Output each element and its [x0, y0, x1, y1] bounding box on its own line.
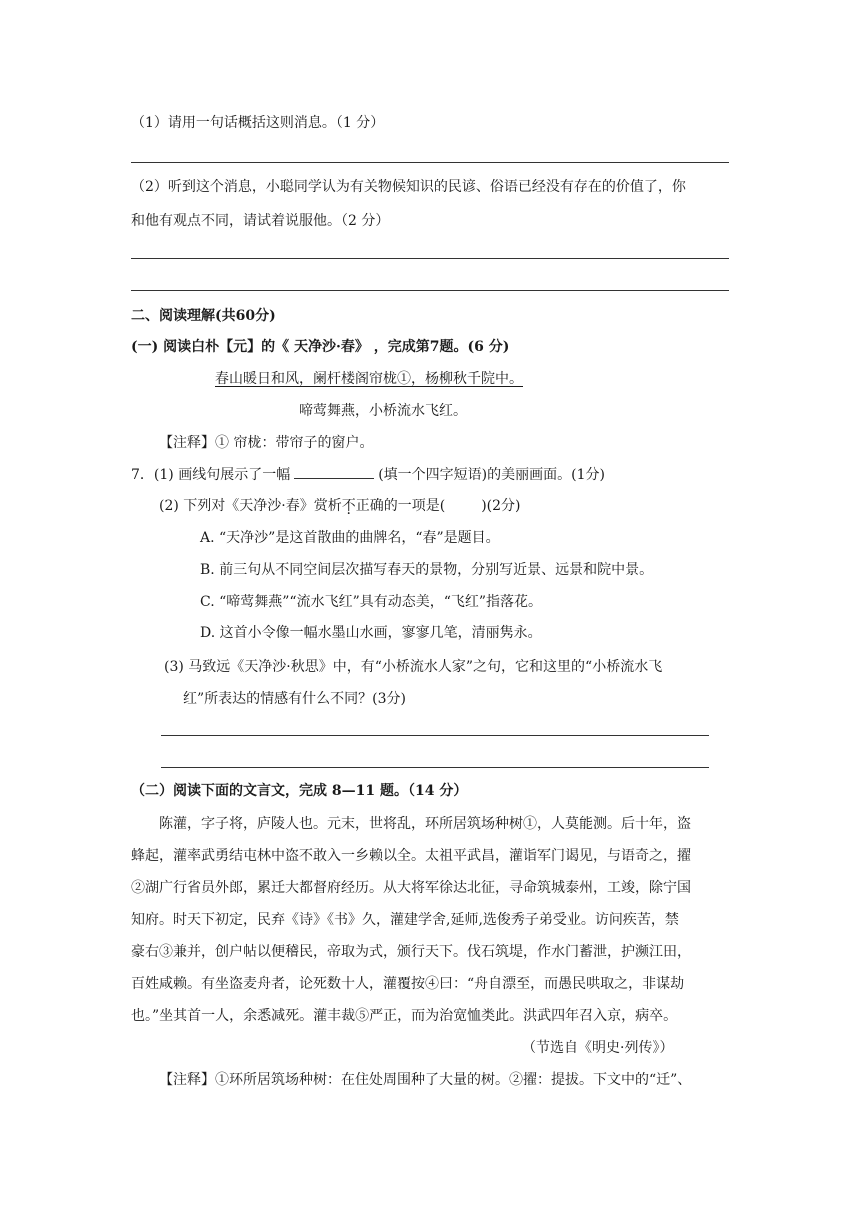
option-a: A. “天净沙”是这首散曲的曲牌名，“春”是题目。 — [200, 530, 500, 546]
passage-line: 豪右③兼并，创户帖以便稽民，帝取为式，颁行天下。伐石筑堤，作水门蓄泄，护濒江田， — [131, 944, 691, 960]
passage-note: 【注释】①环所居筑场种树：在住处周围种了大量的树。②擢：提拔。下文中的“迁”、 — [159, 1072, 692, 1088]
q-part1: （1）请用一句话概括这则消息。（1 分） — [131, 115, 385, 131]
sub2-title: （二）阅读下面的文言文，完成 8—11 题。（14 分） — [131, 783, 468, 799]
passage-line: 陈灌，字子将，庐陵人也。元末，世将乱，环所居筑场种树①，人莫能测。后十年，盗 — [159, 816, 691, 832]
q7-2-a: (2) 下列对《天净沙·春》赏析 — [159, 498, 342, 514]
q7-3-line1: (3) 马致远《天净沙·秋思》中，有“小桥流水人家”之句，它和这里的“小桥流水飞 — [164, 659, 663, 675]
answer-line-4 — [161, 735, 709, 736]
passage-line: 百姓咸赖。有坐盗麦舟者，论死数十人，灌覆按④曰：“舟自漂至，而愚民哄取之，非谋劫 — [131, 976, 685, 992]
answer-line-2 — [131, 258, 729, 259]
answer-line-5 — [161, 767, 709, 768]
q7-1-blank[interactable] — [294, 464, 374, 479]
answer-line-3 — [131, 290, 729, 291]
q7-1-after: (填一个四字短语)的美丽画面。(1分) — [378, 467, 605, 483]
option-c: C. “啼莺舞燕”“流水飞红”具有动态美，“飞红”指落花。 — [200, 594, 543, 610]
option-b: B. 前三句从不同空间层次描写春天的景物，分别写近景、远景和院中景。 — [200, 562, 654, 578]
source-citation: （节选自《明史·列传》） — [522, 1040, 674, 1056]
passage-line: 知府。时天下初定，民弃《诗》《书》久，灌建学舍,延师,选俊秀子弟受业。访问疾苦，禁 — [131, 912, 679, 928]
section2-title: 二、阅读理解(共60分) — [131, 308, 276, 324]
poem-line2: 啼莺舞燕，小桥流水飞红。 — [299, 403, 467, 419]
poem-note: 【注释】① 帘栊：带帘子的窗户。 — [159, 435, 374, 451]
passage-line: 也。”坐其首一人，余悉减死。灌丰裁⑤严正，而为治宽恤类此。洪武四年召入京，病卒。 — [131, 1008, 678, 1024]
sub1-title: (一) 阅读白朴【元】的《 天净沙·春》 ，完成第7题。(6 分) — [131, 339, 510, 355]
q7-1-before: 7．(1) 画线句展示了一幅 — [131, 467, 291, 483]
poem-line1: 春山暖日和风，阑杆楼阁帘栊①，杨柳秋千院中。 — [215, 371, 523, 387]
q7-2-b: 正确的一项是( — [355, 498, 446, 514]
q7-3-line2: 红”所表达的情感有什么不同？(3分) — [183, 691, 406, 707]
q7-2-emphasis: 不 — [341, 498, 356, 514]
q7-1 — [131, 464, 605, 485]
q7-2 — [159, 496, 521, 516]
answer-line-1 — [131, 162, 729, 163]
option-d: D. 这首小令像一幅水墨山水画，寥寥几笔，清丽隽永。 — [200, 625, 542, 641]
passage-line: 蜂起，灌率武勇结屯林中盗不敢入一乡赖以全。太祖平武昌，灌诣军门谒见，与语奇之，擢 — [131, 848, 691, 864]
q-part2-line2: 和他有观点不同，请试着说服他。（2 分） — [131, 213, 390, 229]
passage-line: ②湖广行省员外郎，累迁大都督府经历。从大将军徐达北征，寻命筑城泰州，工竣，除宁国 — [131, 880, 691, 896]
q7-2-c: )(2分) — [481, 498, 521, 514]
q-part2-line1: （2）听到这个消息，小聪同学认为有关物候知识的民谚、俗语已经没有存在的价值了，你 — [131, 179, 686, 195]
